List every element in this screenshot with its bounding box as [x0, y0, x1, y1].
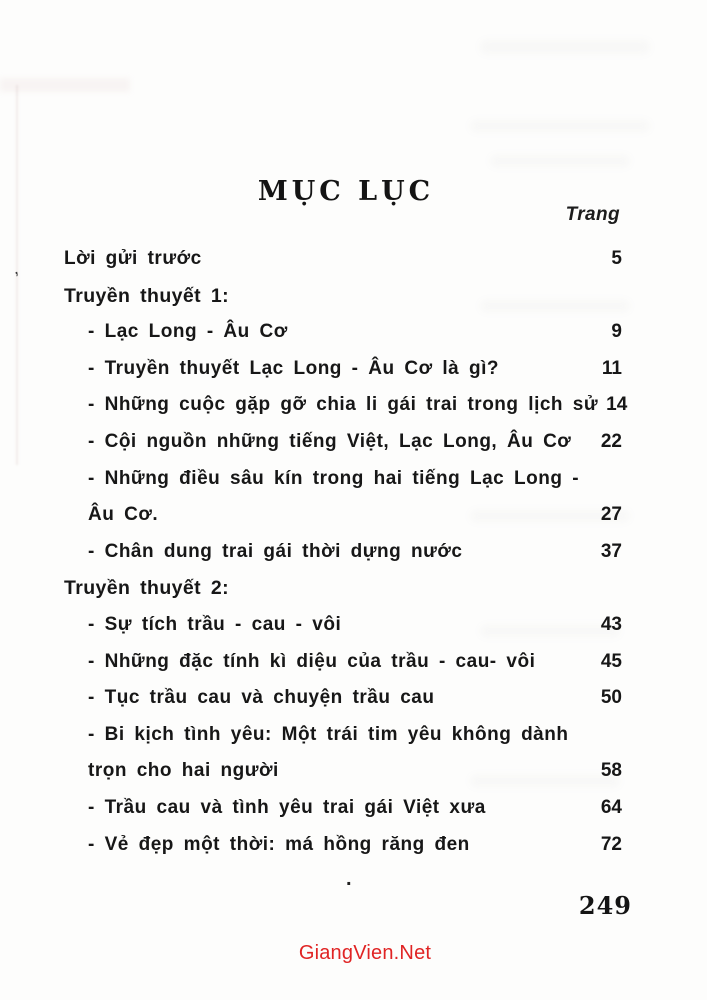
toc-row	[64, 461, 622, 498]
toc-entry-page: 72	[600, 833, 622, 855]
toc-row	[64, 387, 628, 424]
toc-entry-page: 64	[600, 796, 622, 818]
toc-entry-text: - Chân dung trai gái thời dựng nước	[88, 540, 463, 562]
toc-row	[64, 827, 622, 864]
toc-entry-page: 27	[600, 504, 622, 526]
toc-entry-text: Truyền thuyết 2:	[64, 577, 230, 600]
toc-row	[64, 680, 622, 717]
page-number: 249	[578, 891, 632, 920]
bleed-through-artifact	[480, 40, 650, 54]
toc-entry-page: 50	[600, 687, 622, 709]
toc-entry-text: Âu Cơ.	[88, 504, 159, 526]
toc-entry-text: - Những cuộc gặp gỡ chia li gái trai trong lịch sử	[88, 394, 599, 416]
toc-row	[64, 314, 622, 351]
toc-entry-page: 14	[606, 394, 628, 416]
toc-entry-text: - Sự tích trầu - cau - vôi	[88, 613, 342, 635]
stray-mark-artifact: ,	[10, 257, 20, 279]
toc-row	[64, 351, 622, 388]
toc-entry-text: - Những điều sâu kín trong hai tiếng Lạc Long -	[88, 467, 580, 489]
toc-entry-text: - Cội nguồn những tiếng Việt, Lạc Long, Âu Cơ	[88, 430, 572, 452]
watermark-text: GiangVien.Net	[298, 942, 432, 964]
toc-entry-text: - Bi kịch tình yêu: Một trái tim yêu không dành	[88, 723, 569, 745]
toc-row	[64, 790, 622, 827]
toc-entry-page: 5	[611, 248, 622, 269]
toc-entry-text: - Vẻ đẹp một thời: má hồng răng đen	[88, 833, 470, 855]
bleed-through-artifact	[470, 120, 650, 132]
toc-section-row	[64, 278, 622, 315]
scan-smudge-artifact	[0, 78, 130, 92]
toc-entry-page: 45	[600, 650, 622, 672]
toc-row	[64, 241, 622, 278]
toc-entry-text: Lời gửi trước	[64, 248, 202, 269]
toc-row	[64, 717, 622, 754]
toc-entry-text: - Lạc Long - Âu Cơ	[88, 321, 288, 343]
toc-rows	[64, 241, 628, 863]
toc-entry-page: 22	[600, 430, 622, 452]
toc-entry-text: - Tục trầu cau và chuyện trầu cau	[88, 687, 435, 709]
toc-entry-page: 9	[611, 321, 622, 343]
toc-row	[64, 753, 622, 790]
bleed-through-artifact	[490, 155, 630, 167]
toc-entry-text: Truyền thuyết 1:	[64, 284, 230, 307]
toc-row	[64, 424, 622, 461]
toc-entry-page: 11	[601, 357, 622, 379]
toc-entry-page: 58	[600, 760, 622, 782]
toc-row	[64, 534, 622, 571]
toc-entry-text: - Những đặc tính kì diệu của trầu - cau- vôi	[88, 650, 536, 672]
toc-entry-page: 37	[600, 540, 622, 562]
toc-entry-text: - Trầu cau và tình yêu trai gái Việt xưa	[88, 796, 486, 818]
toc-entry-page: 43	[600, 613, 622, 635]
toc-row	[64, 644, 622, 681]
toc-row	[64, 497, 622, 534]
toc-section-row	[64, 570, 622, 607]
toc-entry-text: trọn cho hai người	[88, 760, 279, 782]
page-column-header: Trang	[565, 204, 620, 225]
stray-dot-artifact: .	[346, 868, 352, 890]
page-title: MỤC LỤC	[257, 176, 435, 207]
toc-row	[64, 607, 622, 644]
toc-entry-text: - Truyền thuyết Lạc Long - Âu Cơ là gì?	[88, 357, 500, 379]
